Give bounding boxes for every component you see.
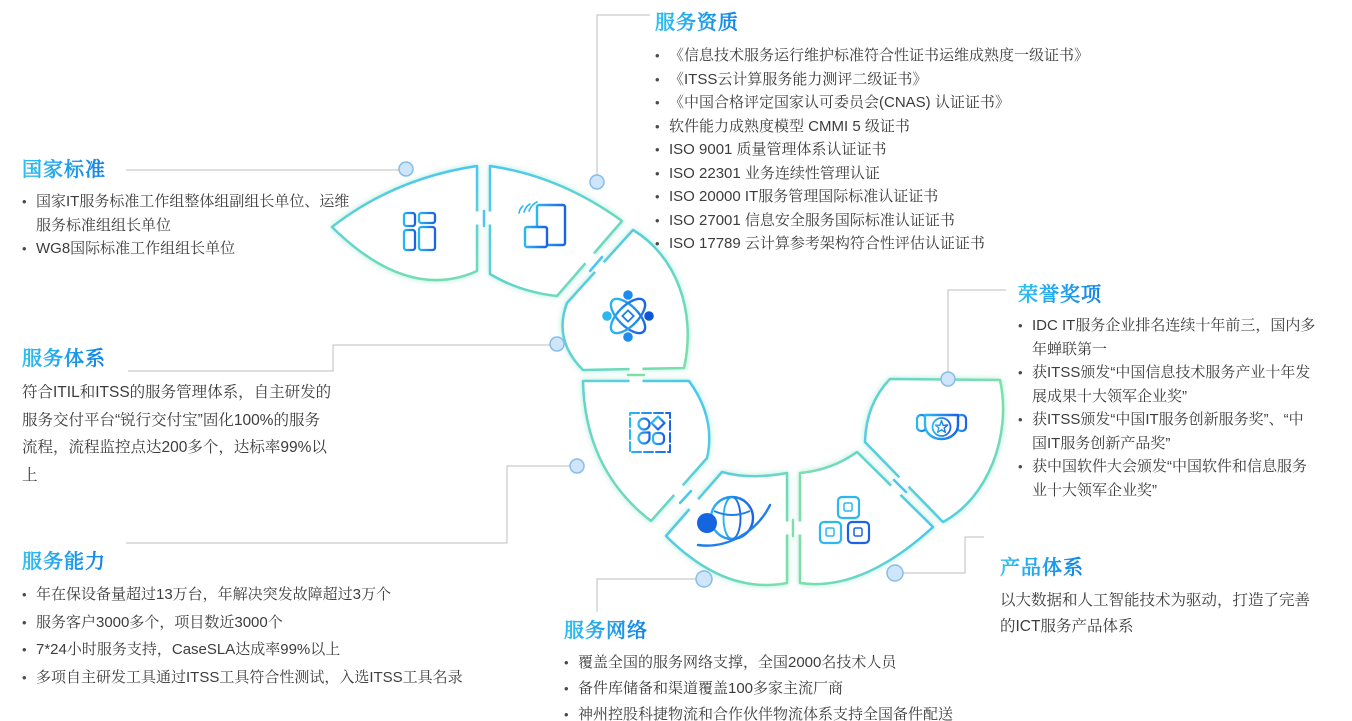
bullet: •	[1018, 318, 1023, 333]
section-title: 服务能力	[22, 545, 106, 574]
dot-service-capabilities	[570, 459, 584, 473]
list-item: • 7*24小时服务支持，CaseSLA达成率99%以上	[22, 636, 522, 664]
connector-service-network	[597, 579, 697, 612]
list-item: • 服务客户3000多个，项目数近3000个	[22, 609, 522, 637]
bullet: •	[655, 165, 660, 181]
section-national-standards	[22, 153, 352, 261]
list-item: • 国家IT服务标准工作组整体组副组长单位、运维服务标准组组长单位	[22, 190, 352, 237]
list-item: • ISO 22301 业务连续性管理认证	[655, 162, 1245, 186]
connector-honors-awards	[948, 290, 1006, 372]
list-item: • 获中国软件大会颁发“中国软件和信息服务业十大领军企业奖”	[1018, 455, 1318, 502]
bullet: •	[655, 236, 660, 251]
list-item: • 备件库储备和渠道覆盖100多家主流厂商	[564, 676, 1034, 702]
bullet: •	[655, 71, 660, 87]
list-item: • 软件能力成熟度模型 CMMI 5 级证书	[655, 115, 1245, 139]
dot-national-standards	[399, 162, 413, 176]
list-item: • 《信息技术服务运行维护标准符合性证书运维成熟度一级证书》	[655, 44, 1245, 68]
section-service-network	[564, 614, 1034, 721]
bullet: •	[22, 669, 27, 685]
bullet: •	[22, 587, 27, 602]
list-item: • 获ITSS颁发“中国信息技术服务产业十年发展成果十大领军企业奖”	[1018, 361, 1318, 408]
bullet: •	[655, 142, 660, 157]
section-title: 国家标准	[22, 153, 106, 182]
list-item: • ISO 20000 IT服务管理国际标准认证证书	[655, 185, 1245, 209]
list-item: • 覆盖全国的服务网络支撑，全国2000名技术人员	[564, 650, 1034, 676]
bullet: •	[655, 95, 660, 110]
list-item: • ISO 27001 信息安全服务国际标准认证证书	[655, 209, 1245, 233]
bullet: •	[1018, 365, 1023, 380]
list-item: • 《中国合格评定国家认可委员会(CNAS) 认证证书》	[655, 91, 1245, 115]
bullet: •	[655, 189, 660, 204]
bullet: •	[1018, 412, 1023, 427]
list-item: • WG8国际标准工作组组长单位	[22, 237, 352, 261]
dot-product-system	[887, 565, 903, 581]
section-title: 产品体系	[1000, 551, 1084, 580]
section-honors-awards	[1018, 278, 1318, 502]
list-item: • 年在保设备量超过13万台，年解决突发故障超过3万个	[22, 581, 522, 609]
bullet: •	[22, 614, 27, 630]
list-item: • IDC IT服务企业排名连续十年前三，国内多年蝉联第一	[1018, 314, 1318, 361]
dot-service-network	[696, 571, 712, 587]
bullet: •	[564, 655, 569, 670]
list-item: • ISO 9001 质量管理体系认证证书	[655, 138, 1245, 162]
bullet: •	[22, 241, 27, 256]
bullet: •	[655, 118, 660, 134]
list-item: • 获ITSS颁发“中国IT服务创新服务奖”、“中国IT服务创新产品奖”	[1018, 408, 1318, 455]
bullet: •	[564, 707, 569, 721]
section-service-capabilities	[22, 545, 522, 691]
list-item: • 神州控股科捷物流和合作伙伴物流体系支持全国备件配送	[564, 702, 1034, 721]
section-service-system	[22, 342, 334, 489]
section-product-system	[1000, 551, 1318, 640]
bullet: •	[655, 48, 660, 63]
section-title: 服务网络	[564, 614, 648, 643]
dot-honors-awards	[941, 372, 955, 386]
bullet: •	[564, 681, 569, 696]
section-title: 荣誉奖项	[1018, 278, 1102, 307]
section-paragraph: 符合ITIL和ITSS的服务管理体系，自主研发的服务交付平台“锐行交付宝”固化100%的服务流程，流程监控点达200多个，达标率99%以上	[22, 384, 332, 484]
bullet: •	[22, 194, 27, 209]
dot-service-system	[550, 337, 564, 351]
section-title: 服务体系	[22, 342, 106, 371]
bullet: •	[1018, 459, 1023, 474]
section-service-qualifications	[655, 6, 1245, 256]
connector-service-qualifications	[597, 15, 650, 175]
section-title: 服务资质	[655, 6, 739, 35]
bullet: •	[655, 212, 660, 228]
dot-service-qualifications	[590, 175, 604, 189]
bullet: •	[22, 642, 27, 657]
list-item: • 《ITSS云计算服务能力测评二级证书》	[655, 68, 1245, 92]
list-item: • ISO 17789 云计算参考架构符合性评估认证证书	[655, 232, 1245, 256]
section-paragraph: 以大数据和人工智能技术为驱动，打造了完善的ICT服务产品体系	[1000, 592, 1311, 635]
list-item: • 多项自主研发工具通过ITSS工具符合性测试，入选ITSS工具名录	[22, 664, 522, 692]
